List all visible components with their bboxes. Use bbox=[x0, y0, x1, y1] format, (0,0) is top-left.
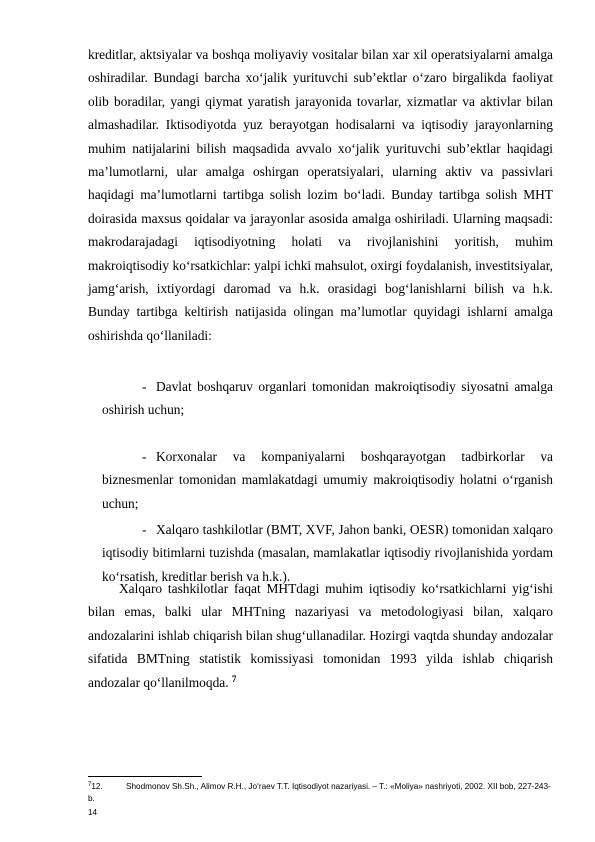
footnote-index: 12. bbox=[91, 782, 103, 791]
footnote-text: Shodmonov Sh.Sh., Alimov R.H., Jo‘raev T.T. Iqtisodiyot nazariyasi. – T.: «Moliya» nashriyoti, 2002. XII bob, 227-243-b. bbox=[88, 782, 551, 803]
bullet-text: Davlat boshqaruv organlari tomonidan makroiqtisodiy siyosatni amalga oshirish uchun; bbox=[102, 379, 553, 418]
bullet-item-1 bbox=[102, 375, 553, 422]
bullet-dash: - bbox=[142, 522, 147, 537]
footnote-reference[interactable]: 7 bbox=[231, 673, 237, 684]
body-paragraph-1: kreditlar, aktsiyalar va boshqa moliyaviy vositalar bilan xar xil operatsiyalarni amalga oshiradilar. Bundagi barcha xo‘jalik yurituvchi sub’ektlar o‘zaro birgalikda faoliyat olib boradilar, yangi qiymat yaratish jarayonida tovarlar, xizmatlar va aktivlar bilan almashadilar. Iktisodiyotda yuz berayotgan hodisalarni va iqtisodiy jarayonlarning muhim natijalarini bilish maqsadida avvalo xo‘jalik yurituvchi sub’ektlar haqidagi ma’lumotlarni, ular amalga oshirgan operatsiyalari, ularning aktiv va passivlari haqidagi ma’lumotlarni tartibga solish lozim bo‘ladi. Bunday tartibga solish MHT doirasida maxsus qoidalar va jarayonlar asosida amalga oshiriladi. Ularning maqsadi: makrodarajadagi iqtisodiyotning holati va rivojlanishini yoritish, muhim makroiqtisodiy ko‘rsatkichlar: yalpi ichki mahsulot, oxirgi foydalanish, investitsiyalar, jamg‘arish, ixtiyordagi daromad va h.k. orasidagi bog‘lanishlarni bilish va h.k. Bunday tartibga keltirish natijasida olingan ma’lumotlar quyidagi ishlarni amalga oshirishda qo‘llaniladi: bbox=[88, 47, 553, 343]
bullet-text: Xalqaro tashkilotlar (BMT, XVF, Jahon banki, OESR) tomonidan xalqaro iqtisodiy bitimlarni tuzishda (masalan, mamlakatlar iqtisodiy rivojlanishida yordam ko‘rsatish, kreditlar berish va h.k.). bbox=[102, 522, 553, 584]
bullet-dash: - bbox=[142, 449, 147, 464]
body-paragraph-2-text: Xalqaro tashkilotlar faqat MHTdagi muhim iqtisodiy ko‘rsatkichlarni yig‘ishi bilan emas, balki ular MHTning nazariyasi va metodologiyasi bilan, xalqaro andozalarini ishlab chiqarish bilan shug‘ullanadilar. Hozirgi vaqtda shunday andozalar sifatida BMTning statistik komissiyasi tomonidan 1993 yilda ishlab chiqarish andozalar qo‘llanilmoqda. bbox=[88, 581, 553, 690]
footnote-divider bbox=[88, 776, 202, 777]
bullet-item-2 bbox=[102, 445, 553, 515]
bullet-text: Korxonalar va kompaniyalarni boshqarayotgan tadbirkorlar va biznesmenlar tomonidan mamlakatdagi umumiy makroiqtisodiy holatni o‘rganish uchun; bbox=[102, 449, 553, 511]
body-paragraph-2 bbox=[88, 577, 553, 694]
page-number: 14 bbox=[88, 808, 98, 817]
footnote bbox=[88, 781, 553, 805]
bullet-dash: - bbox=[142, 379, 147, 394]
footnote-marker: 7 bbox=[88, 782, 92, 788]
footnote-number bbox=[88, 781, 126, 793]
